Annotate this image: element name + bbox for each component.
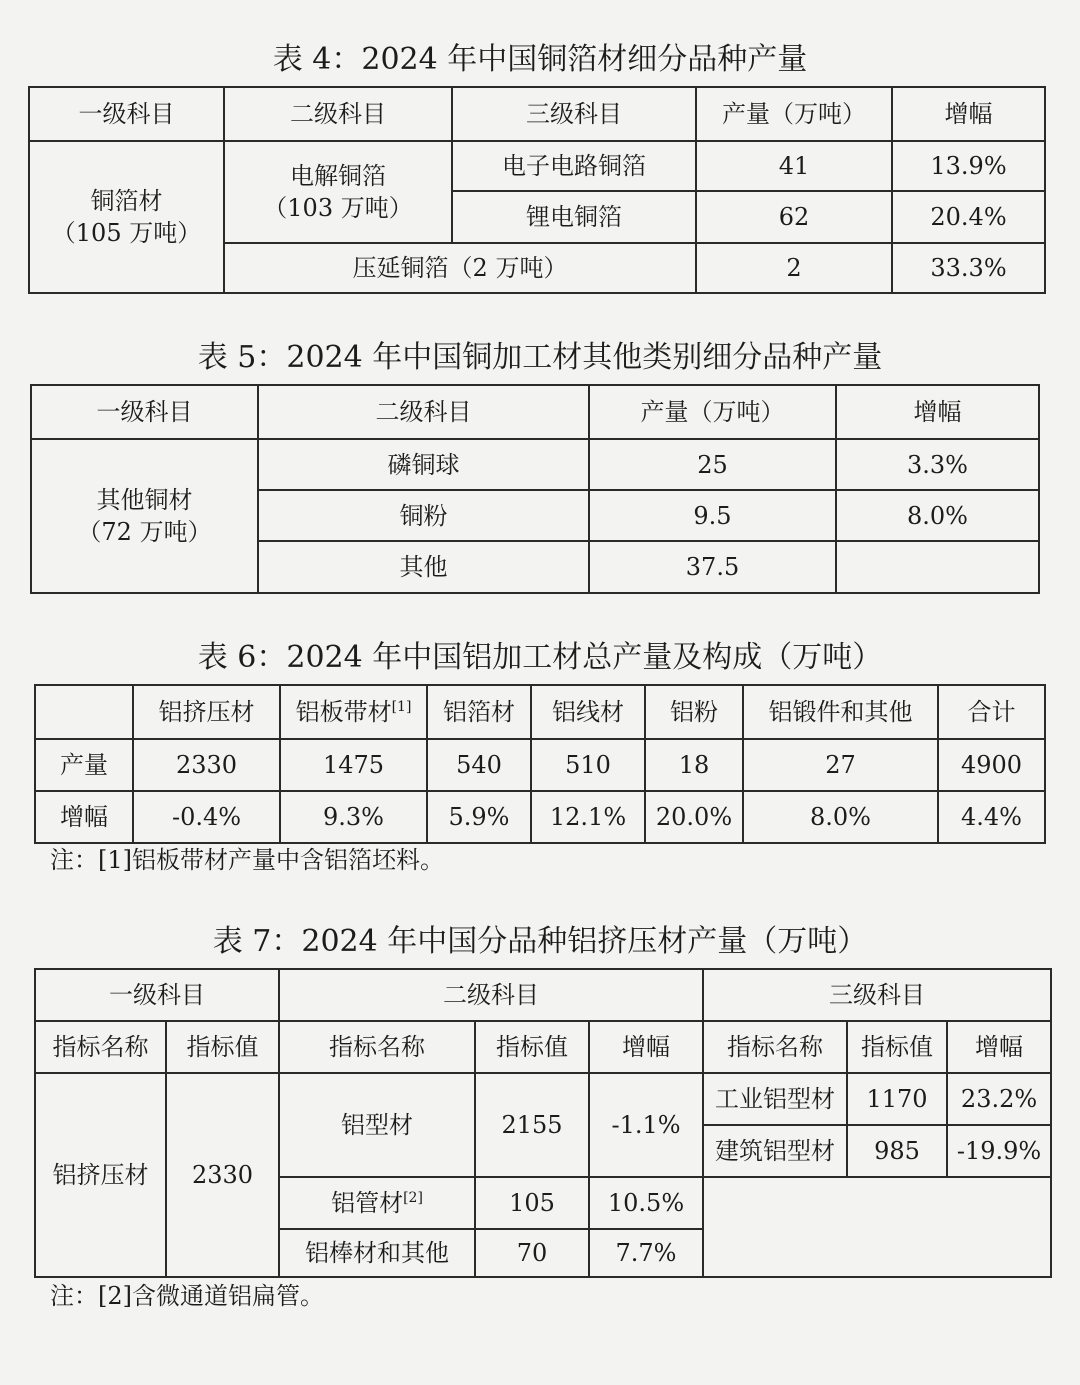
table7-subheader: 指标名称 [703,1021,847,1073]
table5-header: 产量（万吨） [589,385,836,439]
table7-cell: -1.1% [589,1073,703,1177]
table4-level2a-sub: （103 万吨） [263,194,413,222]
table6-caption: 表 6：2024 年中国铝加工材总产量及构成（万吨） [197,640,883,675]
table6-header: 铝线材 [531,685,645,739]
table7-caption: 表 7：2024 年中国分品种铝挤压材产量（万吨） [212,924,868,959]
table7-tube-name: 铝管材 [331,1189,404,1217]
table5-cell [836,541,1039,593]
table6-cell: 8.0% [743,791,938,843]
table4-cell: 13.9% [892,141,1045,191]
table4 [28,86,1046,294]
table4-cell: 锂电铜箔 [452,191,696,243]
table7-empty [703,1177,1051,1277]
table6-cell: 18 [645,739,743,791]
table7-subheader: 指标值 [475,1021,589,1073]
table6-cell: 27 [743,739,938,791]
table4-header: 二级科目 [224,87,452,141]
table6-header: 合计 [938,685,1045,739]
table6-cell: 540 [427,739,531,791]
table6-header: 铝箔材 [427,685,531,739]
table5-cell: 磷铜球 [258,439,589,490]
table6-corner [35,685,133,739]
table4-level1-sub: （105 万吨） [51,219,202,247]
table4-level1: 铜箔材 [90,187,163,215]
table4-header: 三级科目 [452,87,696,141]
table7-cell: 铝棒材和其他 [279,1229,475,1277]
table5-cell: 37.5 [589,541,836,593]
table4-cell: 电子电路铜箔 [452,141,696,191]
table7-cell: 105 [475,1177,589,1229]
table5-header: 一级科目 [31,385,258,439]
table4-caption: 表 4：2024 年中国铜箔材细分品种产量 [272,42,808,77]
table5-level1-sub: （72 万吨） [77,518,212,546]
table6 [34,684,1046,844]
table7-cell: 铝型材 [279,1073,475,1177]
table6-footnote-mark: [1] [391,699,412,715]
table5-level1-cell [31,439,258,593]
table6-header: 铝挤压材 [133,685,280,739]
table6-header: 铝粉 [645,685,743,739]
table7-subheader: 指标值 [166,1021,279,1073]
table5-header: 增幅 [836,385,1039,439]
table6-row-label: 产量 [35,739,133,791]
table7-subheader: 指标名称 [279,1021,475,1073]
table5-cell: 其他 [258,541,589,593]
table7-cell: 建筑铝型材 [703,1125,847,1177]
table6-row-label: 增幅 [35,791,133,843]
table7-note: 注：[2]含微通道铝扁管。 [50,1282,324,1310]
table4-cell: 20.4% [892,191,1045,243]
table7-subheader: 指标值 [847,1021,947,1073]
table5-header: 二级科目 [258,385,589,439]
table4-cell: 62 [696,191,892,243]
table6-cell: -0.4% [133,791,280,843]
table4-cell: 压延铜箔（2 万吨） [224,243,696,293]
table7-cell: 70 [475,1229,589,1277]
table6-header: 铝锻件和其他 [743,685,938,739]
table7-subheader: 增幅 [947,1021,1051,1073]
table7-subheader: 增幅 [589,1021,703,1073]
table5-cell: 铜粉 [258,490,589,541]
table5 [30,384,1040,594]
table7 [34,968,1052,1278]
table7-cell: 23.2% [947,1073,1051,1125]
table7-subheader: 指标名称 [35,1021,166,1073]
table6-note: 注：[1]铝板带材产量中含铝箔坯料。 [50,846,444,874]
table4-cell: 41 [696,141,892,191]
table6-cell: 510 [531,739,645,791]
table6-cell: 4.4% [938,791,1045,843]
table7-footnote-mark: [2] [403,1190,423,1206]
table4-cell: 2 [696,243,892,293]
table7-l1-name: 铝挤压材 [35,1073,166,1277]
table7-l1-value: 2330 [166,1073,279,1277]
table7-group: 二级科目 [279,969,703,1021]
table6-cell: 1475 [280,739,427,791]
table7-cell: 工业铝型材 [703,1073,847,1125]
table7-cell: 7.7% [589,1229,703,1277]
table6-cell: 20.0% [645,791,743,843]
table6-cell: 5.9% [427,791,531,843]
table6-cell: 4900 [938,739,1045,791]
table5-level1: 其他铜材 [96,486,193,514]
table6-header [280,685,427,739]
table4-header: 一级科目 [29,87,224,141]
table7-cell: 985 [847,1125,947,1177]
table6-cell: 9.3% [280,791,427,843]
table7-cell [279,1177,475,1229]
table7-cell: -19.9% [947,1125,1051,1177]
table5-cell: 9.5 [589,490,836,541]
table4-cell: 33.3% [892,243,1045,293]
table7-cell: 1170 [847,1073,947,1125]
table6-header-text: 铝板带材 [295,698,392,726]
table6-cell: 12.1% [531,791,645,843]
table4-header: 产量（万吨） [696,87,892,141]
table7-group: 三级科目 [703,969,1051,1021]
table5-cell: 3.3% [836,439,1039,490]
table4-level2a-cell [224,141,452,243]
table4-level1-cell [29,141,224,293]
table4-level2a: 电解铜箔 [290,162,386,190]
table7-cell: 2155 [475,1073,589,1177]
table7-group: 一级科目 [35,969,279,1021]
table7-cell: 10.5% [589,1177,703,1229]
table5-cell: 8.0% [836,490,1039,541]
table6-cell: 2330 [133,739,280,791]
table5-cell: 25 [589,439,836,490]
table4-header: 增幅 [892,87,1045,141]
table5-caption: 表 5：2024 年中国铜加工材其他类别细分品种产量 [197,340,883,375]
